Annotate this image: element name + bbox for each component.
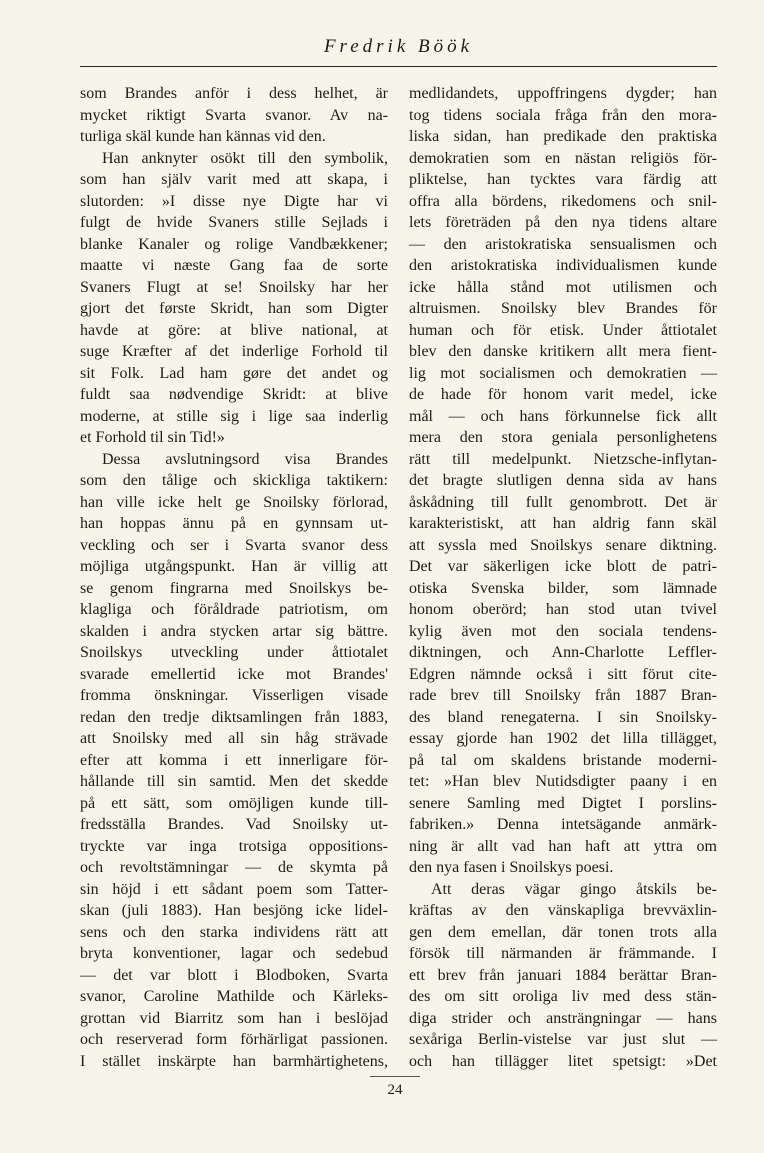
text-line: blev den danske kritikern allt mera fient-	[409, 343, 717, 360]
text-line: på tal om skaldens bristande moderni-	[409, 751, 717, 769]
text-line: ning är allt vad han haft att yttra om	[409, 837, 717, 855]
text-line: mål — och hans förkunnelse fick allt	[409, 407, 717, 425]
text-line: hållande till sin samtid. Men det skedde	[80, 773, 388, 790]
text-column-left	[80, 83, 388, 1072]
text-line: kräftas av den vänskapliga brevväxlin-	[409, 902, 717, 919]
text-line: som Brandes anför i dess helhet, är	[80, 85, 388, 102]
header-rule	[80, 66, 717, 67]
text-line: — den aristokratiska sensualismen och	[409, 235, 717, 253]
text-line: fromma önskningar. Visserligen visade	[80, 687, 388, 704]
text-line: svarade emellertid icke mot Brandes'	[80, 665, 388, 683]
text-line: tet: »Han blev Nutidsdigter paany i en	[409, 773, 717, 790]
text-line: tryckte var inga trotsiga oppositions-	[80, 837, 388, 855]
text-line: senere Samling med Digtet I porslins-	[409, 794, 717, 812]
text-line: kylig även mot den sociala tendens-	[409, 622, 717, 640]
text-line: åskådning till fullt genombrott. Det är	[409, 493, 717, 511]
text-line: Det var säkerligen icke blott de patri-	[409, 558, 717, 575]
text-line: sexåriga Berlin-vistelse var just slut —	[409, 1031, 717, 1048]
text-line: ett brev från januari 1884 berättar Bran-	[409, 966, 717, 984]
text-line: Han anknyter osökt till den symbolik,	[102, 149, 388, 167]
text-line: som han själv varit med att skapa, i	[80, 171, 388, 188]
text-line: mycket riktigt Svarta svanor. Av na-	[80, 106, 388, 124]
text-column-right	[409, 83, 717, 1072]
text-line: blanke Kanaler og rolige Vandbækkener;	[80, 235, 388, 253]
page-number: 24	[387, 1082, 403, 1098]
text-line: slutorden: »I disse nye Digte har vi	[80, 192, 388, 210]
text-line: havde at göre: at blive national, at	[80, 321, 388, 339]
text-line: sens och den starka individens rätt att	[80, 923, 388, 941]
text-line: efter att komma i ett innerligare för-	[80, 751, 388, 769]
text-line: sin höjd i ett sådant poem som Tatter-	[80, 880, 388, 898]
text-line: klagliga och föråldrade patriotism, om	[80, 601, 388, 618]
text-line: I stället inskärpte han barmhärtighetens,	[80, 1052, 388, 1070]
text-line: fuldt saa nødvendige Skridt: at blive	[80, 386, 388, 403]
text-line: Att deras vägar gingo åtskils be-	[431, 880, 717, 898]
text-line: det bragte slutligen denna sida av hans	[409, 472, 717, 489]
text-line: sit Folk. Lad ham gøre det andet og	[80, 364, 388, 382]
text-line: medlidandets, uppoffringens dygder; han	[409, 85, 717, 102]
text-line: att syssla med Snoilskys senare diktning.	[409, 536, 717, 554]
text-line: — det var blott i Blodboken, Svarta	[80, 966, 388, 984]
text-line: att Snoilsky med all sin håg strävade	[80, 730, 388, 747]
text-line: lets företräden på den nya tidens altare	[409, 214, 717, 231]
text-line: han hoppas ännu på en gynnsam ut-	[80, 515, 388, 532]
text-line: rade brev till Snoilsky från 1887 Bran-	[409, 687, 717, 704]
text-line: gen dem emellan, där tonen trots alla	[409, 923, 717, 941]
text-line: tog tidens sociala fråga från den mora-	[409, 106, 717, 124]
footer-rule	[370, 1076, 420, 1077]
text-line: på ett sätt, som omöjligen kunde till-	[80, 794, 388, 812]
text-line: demokratien som en nästan religiös för-	[409, 149, 717, 167]
text-line: den nya fasen i Snoilskys poesi.	[409, 859, 614, 876]
text-line: Edgren nämnde också i sitt förut cite-	[409, 665, 717, 683]
text-line: moderne, at stille sig i lige saa inderlig	[80, 407, 388, 425]
text-line: turliga skäl kunde han kännas vid den.	[80, 128, 326, 145]
text-line: altruismen. Snoilsky blev Brandes för	[409, 300, 717, 317]
text-line: Svaners Flugt at se! Snoilsky har her	[80, 278, 388, 296]
text-line: svanor, Caroline Mathilde och Kärleks-	[80, 988, 388, 1005]
text-line: möjliga utgångspunkt. Han är villig att	[80, 558, 388, 575]
text-line: och han tillägger litet spetsigt: »Det	[409, 1052, 717, 1070]
text-line: Dessa avslutningsord visa Brandes	[102, 450, 388, 468]
text-line: lig mot socialismen och demokratien —	[409, 364, 717, 382]
text-line: des om sitt oroliga liv med dess stän-	[409, 988, 717, 1005]
text-line: des bland renegaterna. I sin Snoilsky-	[409, 708, 717, 726]
text-line: icke hålla stånd mot utilismen och	[409, 278, 717, 296]
text-line: och revoltstämningar — de skymta på	[80, 859, 388, 876]
text-line: försök till närmanden är främmande. I	[409, 945, 717, 962]
text-line: liska sidan, han predikade den praktiska	[409, 128, 717, 145]
text-line: som den tålige och skickliga taktikern:	[80, 472, 388, 489]
text-line: och reserverad form förhärligat passionen.	[80, 1031, 388, 1048]
text-line: fredsställa Brandes. Vad Snoilsky ut-	[80, 816, 388, 833]
text-line: fulgt de hvide Svaners stille Sejlads i	[80, 214, 388, 231]
text-line: redan den tredje diktsamlingen från 1883,	[80, 708, 388, 726]
text-line: maatte vi næste Gang faa de sorte	[80, 257, 388, 274]
text-line: Snoilskys utveckling under åttiotalet	[80, 644, 388, 661]
text-line: human och för etisk. Under åttiotalet	[409, 321, 717, 339]
text-line: karakteristiskt, att han aldrig fann skäl	[409, 515, 717, 532]
text-line: diga strider och ansträngningar — hans	[409, 1009, 717, 1027]
text-line: de hade för honom varit medel, icke	[409, 386, 717, 403]
running-header-title: Fredrik Böök	[323, 36, 474, 57]
text-line: han ville icke helt ge Snoilsky förlorad,	[80, 493, 388, 511]
text-line: mera den stora geniala personlighetens	[409, 429, 717, 446]
text-line: suge Kræfter af det inderlige Forhold til	[80, 343, 388, 360]
text-line: otiska Svenska bilder, som lämnade	[409, 579, 717, 597]
text-line: bryta konventioner, lagar och sedebud	[80, 945, 388, 962]
text-line: den aristokratiska individualismen kunde	[409, 257, 717, 274]
text-line: pliktelse, han tycktes vara färdig att	[409, 171, 717, 188]
text-line: rätt till medelpunkt. Nietzsche-inflytan-	[409, 450, 717, 468]
text-line: veckling och ser i Svarta svanor dess	[80, 536, 388, 554]
text-line: diktningen, och Ann-Charlotte Leffler-	[409, 644, 717, 661]
text-line: skalden i andra stycken artar sig bättre.	[80, 622, 388, 640]
text-line: grottan vid Biarritz som han i beslöjad	[80, 1009, 388, 1027]
text-line: honom oberörd; han stod utan tvivel	[409, 601, 717, 618]
text-line: fabriken.» Denna intetsägande anmärk-	[409, 816, 717, 833]
text-line: offra alla bördens, rikedomens och snil-	[409, 192, 717, 210]
text-line: se genom fingrarna med Snoilskys be-	[80, 579, 388, 597]
text-line: et Forhold til sin Tid!»	[80, 429, 225, 446]
text-line: gjort det første Skridt, han som Digter	[80, 300, 388, 317]
text-line: skan (juli 1883). Han besjöng icke lidel-	[80, 902, 388, 919]
text-line: essay gjorde han 1902 det lilla tillägget,	[409, 730, 717, 747]
